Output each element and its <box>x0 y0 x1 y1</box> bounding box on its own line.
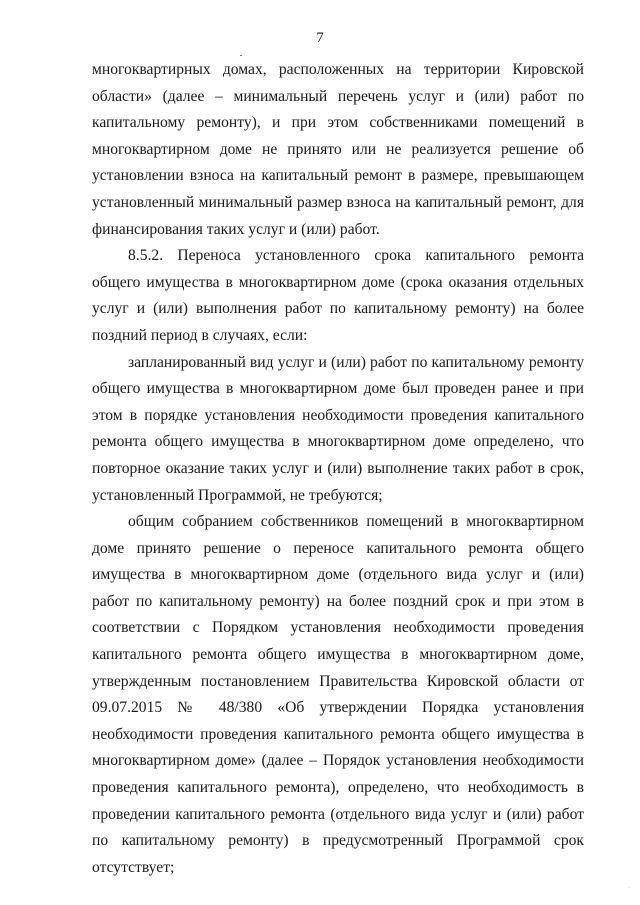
paragraph-general-meeting: общим собранием собственников помещений в многоквартирном доме принято решение о переносе капитального ремонта общего имущества в многоквартирном доме (отдельного вида услуг и (или) работ по капитальному ремонту) на более поздний срок и при этом в соответствии с Порядком установления необходимости проведения капитального ремонта общего имущества в многоквартирном доме, утвержденным постановлением Правительства Кировской области от 09.07.2015 № 48/380 «Об утверждении Порядка установления необходимости проведения капитального ремонта общего имущества в многоквартирном доме» (далее – Порядок установления необходимости проведения капитального ремонта), определено, что необходимость в проведении капитального ремонта (отдельного вида услуг и (или) работ по капитальному ремонту) в предусмотренный Программой срок отсутствует; <box>92 513 584 876</box>
paragraph-clause-8-5-2: 8.5.2. Переноса установленного срока капитального ремонта общего имущества в многоквартирном доме (срока оказания отдельных услуг и (или) выполнения работ по капитальному ремонту) на более поздний период в случаях, если: <box>92 247 584 344</box>
scan-corner-speck: · <box>628 885 630 891</box>
paragraph-planned-works: запланированный вид услуг и (или) работ по капитальному ремонту общего имущества в многоквартирном доме был проведен ранее и при этом в порядке установления необходимости проведения капитального ремонта общего имущества в многоквартирном доме определено, что повторное оказание таких услуг и (или) выполнение таких работ в срок, установленный Программой, не требуются; <box>92 353 584 504</box>
paragraph-continued: многоквартирных домах, расположенных на территории Кировской области» (далее – минимальный перечень услуг и (или) работ по капитальному ремонту), и при этом собственниками помещений в многоквартирном доме не принято или не реализуется решение об установлении взноса на капитальный ремонт в размере, превышающем установленный минимальный размер взноса на капитальный ремонт, для финансирования таких услуг и (или) работ. <box>92 61 584 238</box>
page-number: 7 <box>316 30 324 46</box>
scan-speck <box>240 55 242 56</box>
document-body <box>92 57 584 881</box>
